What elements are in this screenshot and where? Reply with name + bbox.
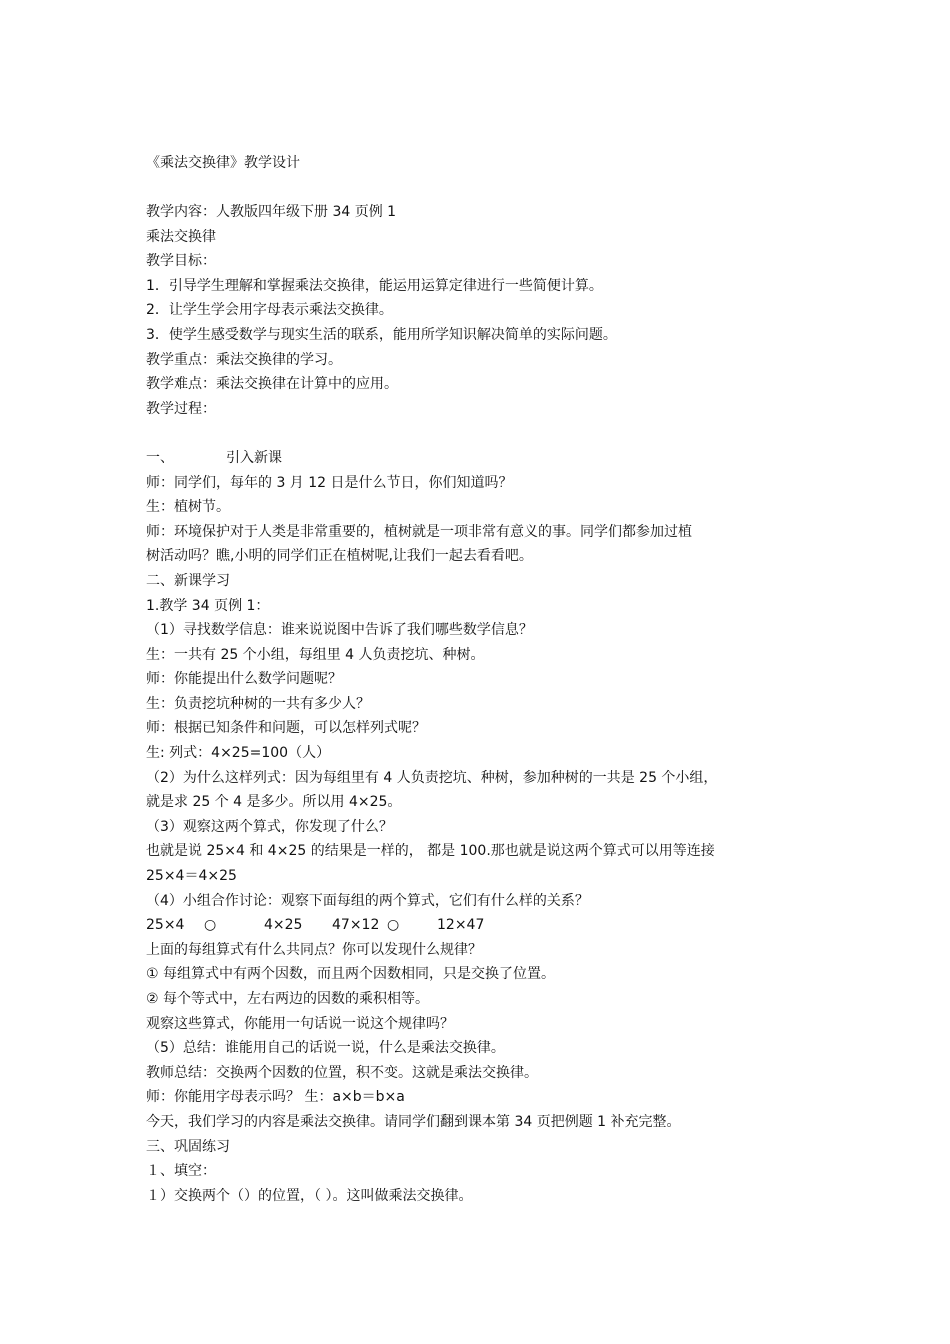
dialog-line: 师：根据已知条件和问题，可以怎样列式呢？ (146, 720, 426, 737)
dialog-line: 生: 列式：4×25=100（人） (146, 745, 331, 762)
topic-line: 乘法交换律 (146, 228, 216, 245)
document-title: 《乘法交换律》教学设计 (146, 155, 300, 171)
goal-item-2: 2．让学生学会用字母表示乘法交换律。 (146, 302, 393, 319)
question-line: 上面的每组算式有什么共同点？你可以发现什么规律？ (146, 941, 482, 958)
teaching-content-line: 教学内容：人教版四年级下册 34 页例 1 (146, 204, 397, 220)
section-heading-1 (146, 446, 826, 471)
expression: 25×4 (146, 917, 185, 934)
dialog-line: 师：同学们，每年的 3 月 12 日是什么节日，你们知道吗？ (146, 474, 513, 491)
instruction-line: 今天，我们学习的内容是乘法交换律。请同学们翻到课本第 34 页把例题 1 补充完整。 (146, 1113, 681, 1130)
goals-heading: 教学目标： (146, 253, 216, 270)
circle-placeholder: ○ (204, 917, 217, 934)
goal-item-3: 3．使学生感受数学与现实生活的联系，能用所学知识解决简单的实际问题。 (146, 326, 617, 343)
exercise-heading: １、填空： (146, 1163, 216, 1180)
section-number: 一、 (146, 449, 174, 466)
expression: 12×47 (437, 917, 485, 934)
example-heading: 1.教学 34 页例 1： (146, 597, 270, 614)
dialog-line: 生：负责挖坑种树的一共有多少人？ (146, 695, 370, 712)
document-body (146, 200, 826, 1208)
equation-line: 25×4＝4×25 (146, 868, 237, 885)
key-point-line: 教学重点：乘法交换律的学习。 (146, 351, 342, 368)
goal-item-1: 1．引导学生理解和掌握乘法交换律，能运用运算定律进行一些简便计算。 (146, 277, 603, 294)
observation-item-1: ① 每组算式中有两个因数，而且两个因数相同，只是交换了位置。 (146, 966, 555, 983)
question-line: 观察这些算式，你能用一句话说一说这个规律吗？ (146, 1015, 454, 1032)
dialog-line: 生：植树节。 (146, 499, 230, 516)
expression: 47×12 (332, 917, 380, 934)
step-line: （2）为什么这样列式：因为每组里有 4 人负责挖坑、种树，参加种树的一共是 25 个小组， (146, 769, 718, 786)
step-line: （5）总结：谁能用自己的话说一说，什么是乘法交换律。 (146, 1040, 505, 1057)
expression-row (146, 913, 826, 938)
section-heading-3: 三、巩固练习 (146, 1138, 230, 1155)
dialog-line: 师：你能用字母表示吗？ 生：a×b＝b×a (146, 1089, 405, 1106)
dialog-line: 生：一共有 25 个小组，每组里 4 人负责挖坑、种树。 (146, 646, 485, 663)
section-heading-2: 二、新课学习 (146, 572, 230, 589)
exercise-item: １）交换两个（）的位置，（ ）。这叫做乘法交换律。 (146, 1187, 473, 1204)
step-line: 就是求 25 个 4 是多少。所以用 4×25。 (146, 794, 402, 811)
dialog-line: 师：环境保护对于人类是非常重要的，植树就是一项非常有意义的事。同学们都参加过植 (146, 523, 692, 540)
blank-line (146, 421, 826, 446)
expression: 4×25 (264, 917, 303, 934)
step-line: （3）观察这两个算式，你发现了什么？ (146, 818, 393, 835)
dialog-line: 师：你能提出什么数学问题呢？ (146, 671, 342, 688)
circle-placeholder: ○ (387, 917, 400, 934)
step-line: （4）小组合作讨论：观察下面每组的两个算式，它们有什么样的关系？ (146, 892, 589, 909)
dialog-line: 树活动吗？瞧,小明的同学们正在植树呢,让我们一起去看看吧。 (146, 548, 533, 565)
step-line: （1）寻找数学信息：谁来说说图中告诉了我们哪些数学信息？ (146, 622, 533, 639)
section-title: 引入新课 (226, 449, 282, 466)
process-heading: 教学过程： (146, 400, 216, 417)
observation-item-2: ② 每个等式中，左右两边的因数的乘积相等。 (146, 991, 429, 1007)
step-line: 也就是说 25×4 和 4×25 的结果是一样的， 都是 100.那也就是说这两个算式可以用等连接 (146, 843, 715, 860)
summary-line: 教师总结：交换两个因数的位置，积不变。这就是乘法交换律。 (146, 1064, 538, 1081)
difficulty-line: 教学难点：乘法交换律在计算中的应用。 (146, 376, 398, 393)
